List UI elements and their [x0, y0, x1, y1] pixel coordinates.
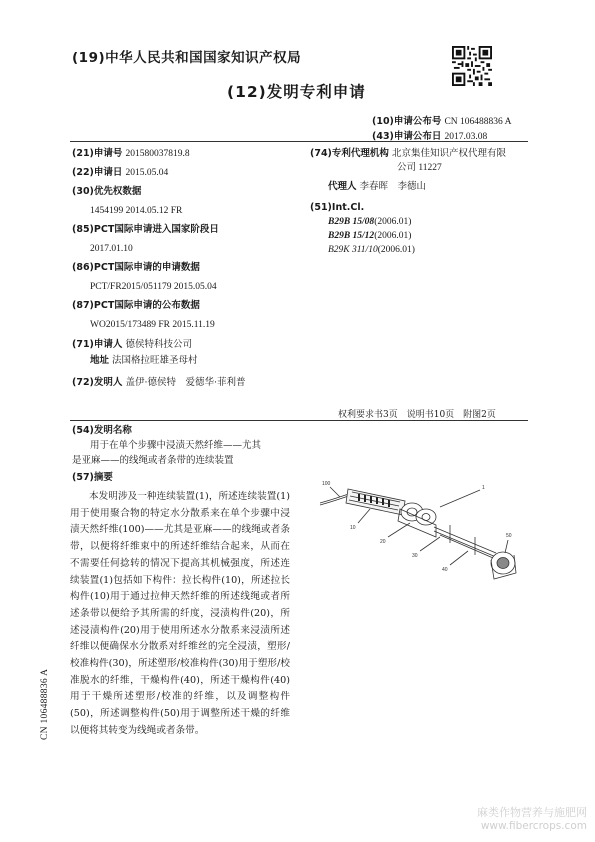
counts-divider [70, 420, 528, 421]
document-type: (12)发明专利申请 [227, 83, 366, 101]
qr-code-icon [452, 46, 492, 86]
priority-data: 1454199 2014.05.12 FR [90, 206, 183, 216]
figure-label: 100 [322, 481, 331, 487]
watermark-url: www.fibercrops.com [480, 820, 587, 832]
pct-entry-date: 2017.01.10 [90, 244, 133, 254]
invention-title-continued: 是亚麻——的线绳或者条带的连续装置 [72, 455, 234, 466]
priority-label: (30)优先权数据 [72, 186, 142, 197]
ipc-label: (51)Int.Cl. [310, 202, 365, 213]
application-number: (21)申请号 201580037819.8 [72, 148, 190, 159]
figure-label: 40 [442, 567, 448, 573]
figure-label: 1 [482, 485, 485, 491]
device-figure [300, 465, 530, 600]
pct-publication-label: (87)PCT国际申请的公布数据 [72, 300, 200, 311]
application-date: (22)申请日 2015.05.04 [72, 167, 169, 178]
patent-agency: (74)专利代理机构 北京集佳知识产权代理有限 [310, 148, 506, 159]
invention-title: 用于在单个步骤中浸渍天然纤维——尤其 [90, 440, 262, 451]
publication-number: (10)申请公布号 CN 106488836 A [372, 116, 512, 127]
pct-entry-label: (85)PCT国际申请进入国家阶段日 [72, 224, 219, 235]
title-label: (54)发明名称 [72, 425, 132, 436]
patent-agency-continued: 公司 11227 [397, 163, 442, 173]
ipc-class: B29B 15/12(2006.01) [328, 231, 412, 241]
watermark: 麻类作物营养与施肥网 [477, 806, 587, 819]
figure-label: 30 [412, 553, 418, 559]
page-counts: 权利要求书3页 说明书10页 附图2页 [338, 410, 496, 420]
pct-publication-data: WO2015/173489 FR 2015.11.19 [90, 320, 215, 330]
pct-application-data: PCT/FR2015/051179 2015.05.04 [90, 282, 217, 292]
header-divider [70, 141, 528, 142]
figure-label: 10 [350, 525, 356, 531]
ipc-class: B29B 15/08(2006.01) [328, 217, 412, 227]
side-publication-number: CN 106488836 A [40, 668, 50, 740]
applicant-address: 地址 法国格拉旺雄圣母村 [90, 355, 198, 366]
figure-label: 50 [506, 533, 512, 539]
inventors: (72)发明人 盖伊·德侯特 爱德华·菲利普 [72, 377, 246, 388]
patent-agents: 代理人 李春晖 李德山 [328, 181, 427, 192]
applicant: (71)申请人 德侯特科技公司 [72, 339, 192, 350]
abstract-text: 本发明涉及一种连续装置(1)，所述连续装置(1)用于使用聚合物的特定水分散系来在单个步骤中浸渍天然纤维(100)——尤其是亚麻——的线绳或者条带，以便将纤维束中的所述纤维结合起来，从而在不需要任何捻转的情况下提高其机械强度，所述连续装置(1)包括如下构件：拉长构件(10)，所述拉长构件(10)用于通过拉伸天然纤维的所述线绳或者所述条带以便给予其所需的纤度，浸渍构件(20)，所述浸渍构件(20)用于使用所述水分散系来浸渍所述纤维以便确保水分散系对纤维丝的完全浸渍，塑形/校准构件(30)，所述塑形/校准构件(30)用于塑形/校准脱水的纤维，干燥构件(40)，所述干燥构件(40)用于干燥所述塑形/校准的纤维，以及调整构件(50)，所述调整构件(50)用于调整所述干燥的纤维以便将其转变为线绳或者条带。 [70, 491, 290, 736]
ipc-class: B29K 311/10(2006.01) [328, 245, 415, 255]
abstract-label: (57)摘要 [72, 472, 113, 483]
publication-date: (43)申请公布日 2017.03.08 [372, 131, 488, 142]
figure-label: 20 [380, 539, 386, 545]
pct-application-label: (86)PCT国际申请的申请数据 [72, 262, 200, 273]
office-name: (19)中华人民共和国国家知识产权局 [72, 50, 302, 66]
